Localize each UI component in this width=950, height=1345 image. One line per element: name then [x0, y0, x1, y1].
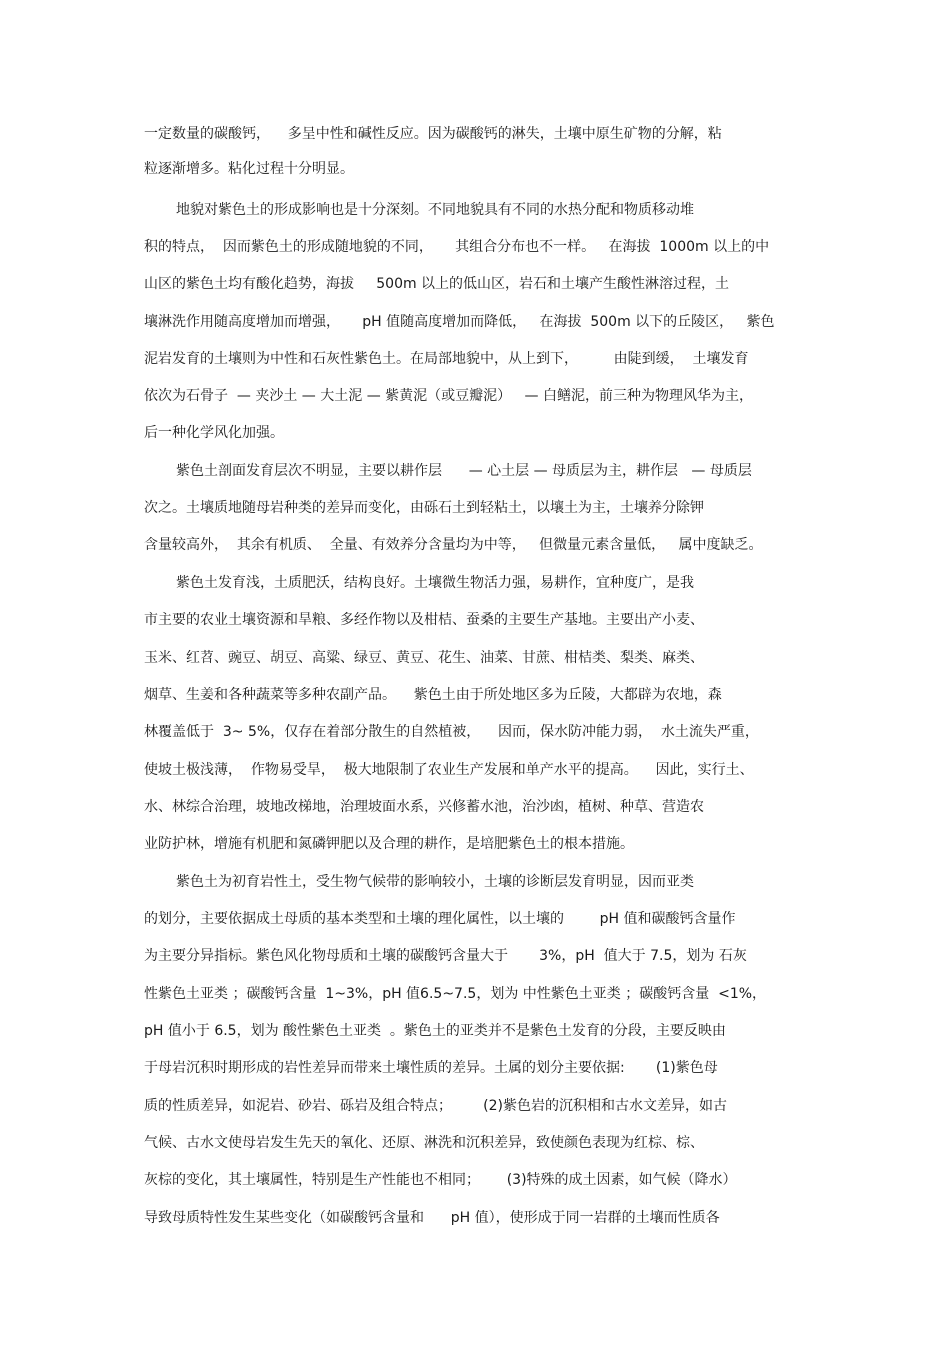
text-line: 市主要的农业土壤资源和旱粮、多经作物以及柑桔、蚕桑的主要生产基地。主要出产小麦、 — [144, 612, 704, 628]
text-line: 于母岩沉积时期形成的岩性差异而带来土壤性质的差异。土属的划分主要依据: (1)紫色母 — [144, 1060, 718, 1076]
text-line: 气候、古水文使母岩发生先天的氧化、还原、淋洗和沉积差异，致使颜色表现为红棕、棕、 — [144, 1135, 704, 1151]
text-line: pH 值小于 6.5，划为 酸性紫色土亚类 。紫色土的亚类并不是紫色土发育的分段，主要反映由 — [144, 1023, 726, 1039]
text-line: 烟草、生姜和各种蔬菜等多种农副产品。 紫色土由于所处地区多为丘陵，大都辟为农地，森 — [144, 687, 722, 703]
text-line: 含量较高外， 其余有机质、 全量、有效养分含量均为中等， 但微量元素含量低， 属中度缺乏。 — [144, 537, 763, 553]
text-line: 粒逐渐增多。粘化过程十分明显。 — [144, 161, 354, 177]
text-line: 质的性质差异，如泥岩、砂岩、砾岩及组合特点； (2)紫色岩的沉积相和古水文差异，如古 — [144, 1098, 727, 1114]
text-line: 导致母质特性发生某些变化（如碳酸钙含量和 pH 值），使形成于同一岩群的土壤而性质各 — [144, 1210, 720, 1226]
text-line: 的划分，主要依据成土母质的基本类型和土壤的理化属性，以土壤的 pH 值和碳酸钙含量作 — [144, 911, 736, 927]
text-line: 性紫色土亚类 ；碳酸钙含量 1~3%，pH 值6.5~7.5，划为 中性紫色土亚类 ；碳酸钙含量 <1%， — [144, 986, 767, 1002]
paragraph-start-line: 地貌对紫色土的形成影响也是十分深刻。不同地貌具有不同的水热分配和物质移动堆 — [176, 202, 694, 218]
text-line: 林覆盖低于 3~ 5%，仅存在着部分散生的自然植被， 因而，保水防冲能力弱， 水土流失严重， — [144, 724, 759, 740]
text-line: 玉米、红苕、豌豆、胡豆、高粱、绿豆、黄豆、花生、油菜、甘蔗、柑桔类、梨类、麻类、 — [144, 650, 704, 666]
text-line: 业防护林，增施有机肥和氮磷钾肥以及合理的耕作，是培肥紫色土的根本措施。 — [144, 836, 634, 852]
text-line: 水、林综合治理，坡地改梯地，治理坡面水系，兴修蓄水池，治沙凼，植树、种草、营造农 — [144, 799, 704, 815]
paragraph-start-line: 紫色土为初育岩性土，受生物气候带的影响较小，土壤的诊断层发育明显，因而亚类 — [176, 874, 694, 890]
text-line: 依次为石骨子 — 夹沙土 — 大土泥 — 紫黄泥（或豆瓣泥） — 白鳝泥，前三种为物理风华为主， — [144, 388, 753, 404]
text-line: 后一种化学风化加强。 — [144, 425, 284, 441]
paragraph-start-line: 紫色土剖面发育层次不明显，主要以耕作层 — 心土层 — 母质层为主，耕作层 — 母质层 — [176, 463, 752, 479]
text-line: 一定数量的碳酸钙， 多呈中性和碱性反应。因为碳酸钙的淋失，土壤中原生矿物的分解，粘 — [144, 126, 722, 142]
text-line: 使坡土极浅薄， 作物易受旱， 极大地限制了农业生产发展和单产水平的提高。 因此，实行土、 — [144, 762, 754, 778]
text-line: 泥岩发育的土壤则为中性和石灰性紫色土。在局部地貌中，从上到下， 由陡到缓， 土壤发育 — [144, 351, 749, 367]
text-line: 壤淋洗作用随高度增加而增强， pH 值随高度增加而降低， 在海拔 500m 以下的丘陵区， 紫色 — [144, 314, 775, 330]
text-line: 为主要分异指标。紫色风化物母质和土壤的碳酸钙含量大于 3%，pH 值大于 7.5，划为 石灰 — [144, 948, 747, 964]
text-line: 山区的紫色土均有酸化趋势，海拔 500m 以上的低山区，岩石和土壤产生酸性淋溶过程，土 — [144, 276, 730, 292]
paragraph-start-line: 紫色土发育浅，土质肥沃，结构良好。土壤微生物活力强，易耕作，宜种度广，是我 — [176, 575, 694, 591]
text-line: 灰棕的变化，其土壤属性，特别是生产性能也不相同； (3)特殊的成土因素，如气候（降水） — [144, 1172, 737, 1188]
text-line: 积的特点， 因而紫色土的形成随地貌的不同， 其组合分布也不一样。 在海拔 1000m 以上的中 — [144, 239, 770, 255]
text-line: 次之。土壤质地随母岩种类的差异而变化，由砾石土到轻粘土，以壤土为主，土壤养分除钾 — [144, 500, 704, 516]
